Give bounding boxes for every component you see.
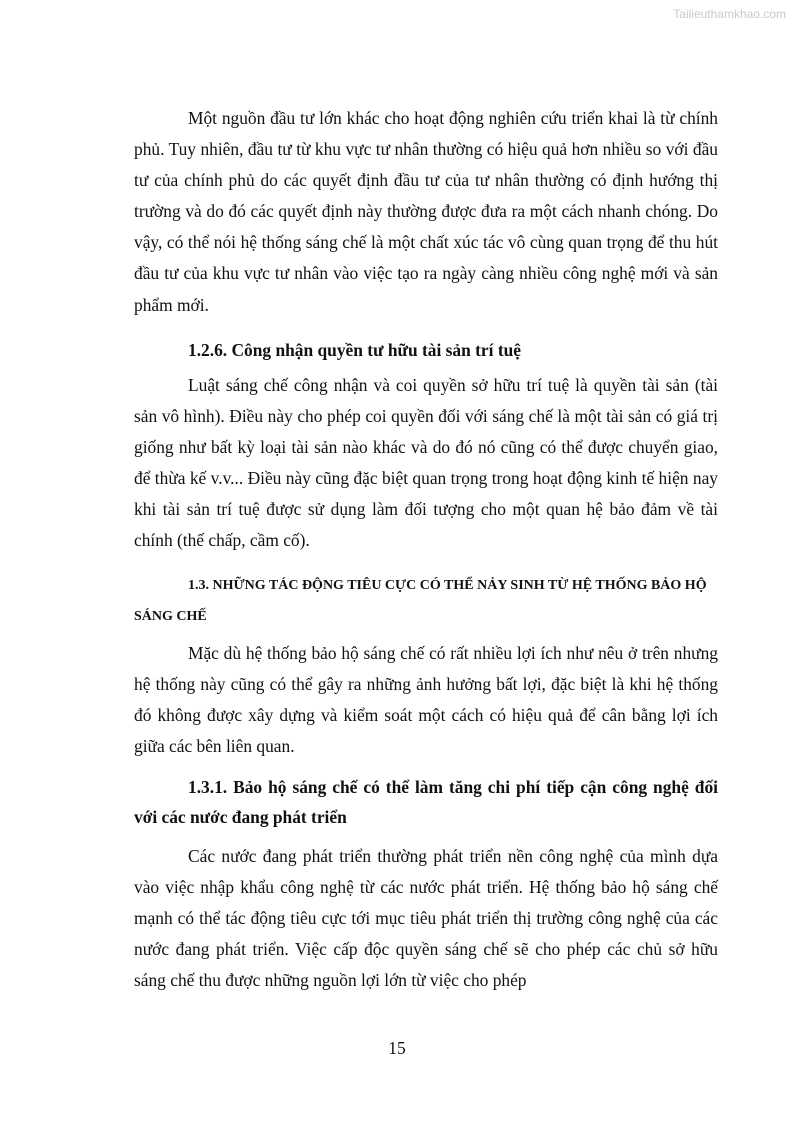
paragraph-ip-recognition: Luật sáng chế công nhận và coi quyền sở hữu trí tuệ là quyền tài sản (tài sản vô hình). Điều này cho phép coi quyền đối với sáng chế là một tài sản có giá trị giống như bất kỳ loại tài sản nào khác và do đó nó cũng có thể được chuyển giao, để thừa kế v.v... Điều này cũng đặc biệt quan trọng trong hoạt động kinh tế hiện nay khi tài sản trí tuệ được sử dụng làm đối tượng cho một quan hệ bảo đảm về tài chính (thế chấp, cầm cố). (134, 375, 718, 551)
heading-1-3-1: 1.3.1. Bảo hộ sáng chế có thể làm tăng chi phí tiếp cận công nghệ đối với các nước đang phát triển (134, 777, 718, 827)
heading-1-3: 1.3. NHỮNG TÁC ĐỘNG TIÊU CỰC CÓ THỂ NẢY SINH TỪ HỆ THỐNG BẢO HỘ SÁNG CHẾ (134, 578, 707, 624)
watermark-text: Tailieuthamkhao.com (673, 7, 786, 21)
heading-1-2-6: 1.2.6. Công nhận quyền tư hữu tài sản trí tuệ (188, 340, 522, 360)
paragraph-investment: Một nguồn đầu tư lớn khác cho hoạt động nghiên cứu triển khai là từ chính phủ. Tuy nhiên, đầu tư từ khu vực tư nhân thường có hiệu quả hơn nhiều so với đầu tư của chính phủ do các quyết định đầu tư của tư nhân thường có định hướng thị trường và do đó các quyết định này thường được đưa ra một cách nhanh chóng. Do vậy, có thể nói hệ thống sáng chế là một chất xúc tác vô cùng quan trọng để thu hút đầu tư của khu vực tư nhân vào việc tạo ra ngày càng nhiều công nghệ mới và sản phẩm mới. (134, 108, 718, 315)
paragraph-developing-countries: Các nước đang phát triển thường phát triển nền công nghệ của mình dựa vào việc nhập khẩu công nghệ từ các nước phát triển. Hệ thống bảo hộ sáng chế mạnh có thể tác động tiêu cực tới mục tiêu phát triển thị trường công nghệ của các nước đang phát triển. Việc cấp độc quyền sáng chế sẽ cho phép các chủ sở hữu sáng chế thu được những nguồn lợi lớn từ việc cho phép (134, 846, 718, 991)
paragraph-negative-effects: Mặc dù hệ thống bảo hộ sáng chế có rất nhiều lợi ích như nêu ở trên nhưng hệ thống này cũng có thể gây ra những ảnh hưởng bất lợi, đặc biệt là khi hệ thống đó không được xây dựng và kiểm soát một cách có hiệu quả để cân bằng lợi ích giữa các bên liên quan. (134, 643, 718, 757)
page-number: 15 (388, 1038, 406, 1058)
